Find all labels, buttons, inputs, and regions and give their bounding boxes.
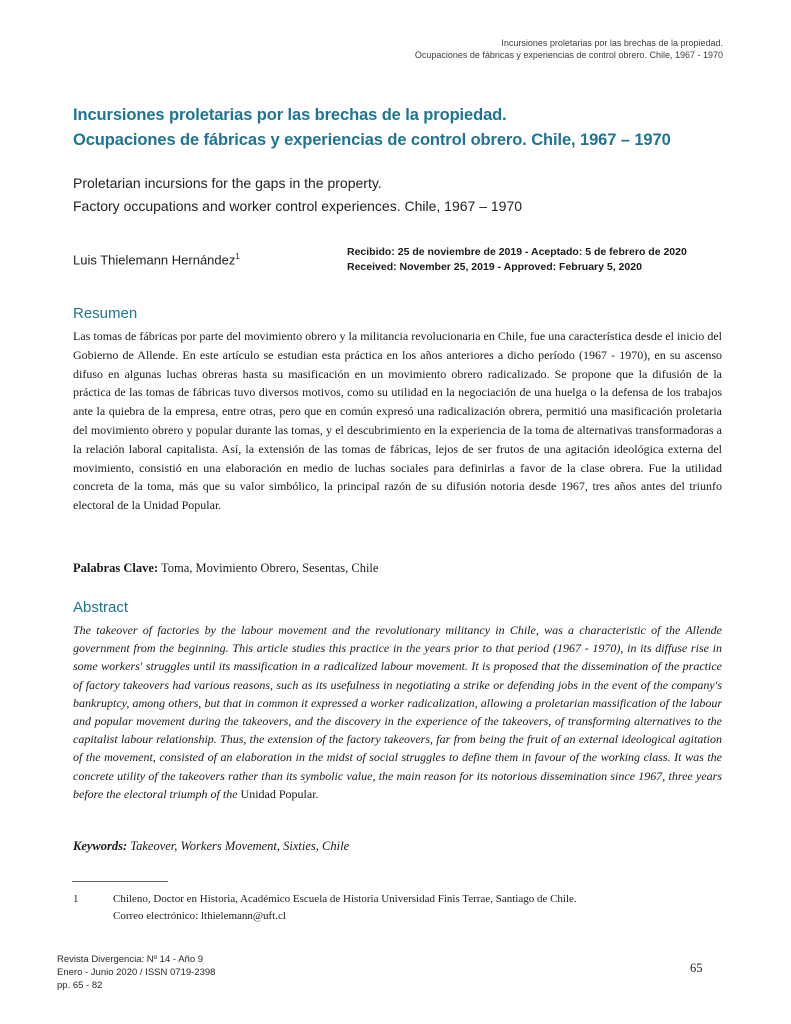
resumen-heading: Resumen xyxy=(73,305,138,322)
footnote xyxy=(73,891,703,925)
abstract-spanish-text: Las tomas de fábricas por parte del movimiento obrero y la militancia revolucionaria en Chile, fue una característica desde el inicio del Gobierno de Allende. En este artículo se estudian esta práctica en los años anteriores a dicho período (1967 - 1970), en su ascenso difuso en algunas luchas obreras hasta su masificación en un movimiento obrero radicalizado. Se propone que la difusión de la práctica de las tomas de fábricas tuvo diversos motivos, como su utilidad en la negociación de una huelga o la defensa de los trabajos ante la quiebra de la empresa, entre otras, pero que en común expresó una radicalización obrera, permitió una masificación proletaria del movimiento obrero y popular durante las tomas, y el descubrimiento en la experiencia de la toma de alternativas transformadoras a la relación laboral capitalista. Así, la extensión de las tomas de fábricas, lejos de ser frutos de una agitación ideológica externa del movimiento, consistió en una elaboración en medio de luchas sociales para definirlas a favor de la clase obrera. Fue la utilidad concreta de la toma, más que su valor simbólico, la principal razón de su difusión notoria desde 1967, tres años antes del triunfo electoral de la Unidad Popular. xyxy=(73,329,722,513)
footnote-line1: Chileno, Doctor en Historia, Académico Escuela de Historia Universidad Finis Terrae, Santiago de Chile. xyxy=(113,893,577,905)
abstract-english-italic: The takeover of factories by the labour movement and the revolutionary militancy in Chile, was a characteristic of the Allende government from the beginning. This article studies this practice in the years prior to that period (1967 - 1970), in its diffuse rise in some workers' struggles until its massification in a radicalized labour movement. It is proposed that the dissemination of the practice of factory takeovers had various reasons, such as its usefulness in negotiating a strike or defending jobs in the event of the company's bankruptcy, among others, but that in common it expressed a worker radicalization, allowing a proletarian massification of the labour and popular movement during the takeovers, and the discovery in the experience of the takeovers, of transforming alternatives to the capitalist labour relationship. Thus, the extension of the factory takeovers, far from being the fruit of an external ideological agitation of the movement, consisted of an elaboration in the midst of social struggles to define them in favour of the working class. It was the concrete utility of the takeovers rather than its symbolic value, the main reason for its notorious dissemination since 1967, three years before the electoral triumph of the xyxy=(73,623,722,801)
journal-footer-line3: pp. 65 - 82 xyxy=(57,980,103,991)
received-accepted-spanish: Recibido: 25 de noviembre de 2019 - Aceptado: 5 de febrero de 2020 xyxy=(347,246,687,258)
keywords-english xyxy=(73,839,349,854)
keywords-english-label: Keywords: xyxy=(73,839,128,853)
page-number: 65 xyxy=(690,961,703,975)
author-footnote-ref: 1 xyxy=(235,252,240,261)
article-title-english-line2: Factory occupations and worker control experiences. Chile, 1967 – 1970 xyxy=(73,198,523,214)
received-accepted-english: Received: November 25, 2019 - Approved: February 5, 2020 xyxy=(347,261,642,273)
keywords-spanish xyxy=(73,561,378,576)
abstract-heading: Abstract xyxy=(73,599,129,616)
author-name-text: Luis Thielemann Hernández xyxy=(73,252,236,268)
keywords-spanish-list: Toma, Movimiento Obrero, Sesentas, Chile xyxy=(158,561,379,575)
article-title-spanish-line2: Ocupaciones de fábricas y experiencias de control obrero. Chile, 1967 – 1970 xyxy=(73,131,671,149)
keywords-spanish-label: Palabras Clave: xyxy=(73,561,159,575)
article-title-spanish xyxy=(73,103,671,153)
journal-footer xyxy=(57,953,215,992)
footnote-number: 1 xyxy=(73,893,79,905)
running-header-line1: Incursiones proletarias por las brechas de la propiedad. xyxy=(501,38,723,48)
footnote-divider xyxy=(72,881,168,882)
keywords-english-list: Takeover, Workers Movement, Sixties, Chile xyxy=(127,839,350,853)
running-header xyxy=(415,38,723,61)
footnote-line2: Correo electrónico: lthielemann@uft.cl xyxy=(113,910,286,922)
article-title-spanish-line1: Incursiones proletarias por las brechas de la propiedad. xyxy=(73,106,507,124)
article-title-english xyxy=(73,172,522,218)
journal-footer-line1: Revista Divergencia: Nº 14 - Año 9 xyxy=(57,954,204,965)
abstract-english-text xyxy=(73,621,722,803)
running-header-line2: Ocupaciones de fábricas y experiencias de control obrero. Chile, 1967 - 1970 xyxy=(414,49,723,60)
journal-footer-line2: Enero - Junio 2020 / ISSN 0719-2398 xyxy=(57,967,216,978)
author-name xyxy=(73,252,240,267)
abstract-english-roman-ending: Unidad Popular. xyxy=(240,786,319,801)
article-title-english-line1: Proletarian incursions for the gaps in the property. xyxy=(73,175,382,191)
footnote-text xyxy=(113,891,703,925)
submission-dates xyxy=(347,245,687,275)
